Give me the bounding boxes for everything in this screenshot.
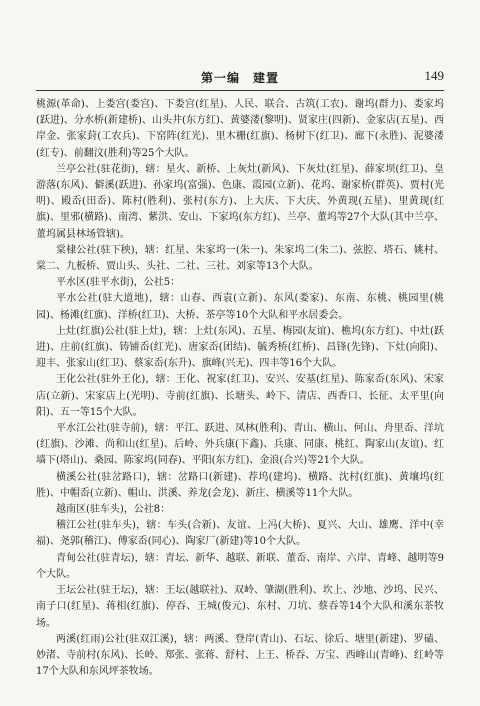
paragraph: 王坛公社(驻王坛)，辖：王坛(越联社)、双岭、肇湖(胜利)、坎上、沙地、沙坞、民兴、南子口(红星)、蒋相(红旗)、停吞、王城(俊元)、东村、刀坑、蔡吞等14个大队和溪东茶牧场。 — [36, 585, 444, 629]
paragraph: 平水江公社(驻寺前)，辖：平江、跃进、凤林(胜利)、青山、横山、何山、舟里岙、洋坑(红旗)、沙滩、尚和山(红星)、后岭、外兵康(下鑫)、兵康、同康、桃红、陶家山(友谊)、红墙下(塔山)、桑园、陈家坞(同春)、平阳(东方红)、金浪(合兴)等21个大队。 — [36, 423, 444, 467]
paragraph: 上灶(红旗)公社(驻上灶)，辖：上灶(东风)、五星、梅园(友谊)、樵坞(东方红)、中灶(跃进)、庄前(红旗)、铸铺岙(红光)、唐家岙(团结)、毓秀桥(红桥)、昌锋(先锋)、下灶(向阳)、迎丰、张家山(红卫)、蔡家岙(东升)、旗峰(兴无)、四丰等16个大队。 — [36, 325, 444, 370]
paragraph: 青甸公社(驻青坛)，辖：青坛、新华、越联、新联、董岙、南岸、六岸、青峰、越明等9个大队。 — [36, 552, 444, 580]
paragraph: 兰亭公社(驻花街)，辖：星火、新桥、上灰灶(新风)、下灰灶(红星)、薛家坝(红卫)、皇游落(东风)、僻溪(跃进)、孙家坞(富强)、色康、霞园(立新)、花坞、谢家桥(群英)、贾村(光明)、殿岙(田岙)、陈村(胜利)、张村(东方)、上大庆、下大庆、外黄现(五星)、里黄现(红旗)、里邪(横路)、南湾、紫洪、安山、下家坞(东方红)、兰亭、董坞等27个大队(其中兰亭、董坞属县林场管辖)。 — [36, 163, 444, 240]
paragraph: 横溪公社(驻岔路口)，辖：岔路口(新建)、荐坞(建坞)、横路、沈村(红旗)、黄壤坞(红胜)、中帽岙(立新)、帽山、洪溪、养龙(会龙)、新庄、横溪等11个大队。 — [36, 471, 444, 499]
paragraph: 桃源(革命)、上娄宫(娄宫)、下娄宫(红星)、人民、联合、古筑(工农)、谢坞(群力)、娄家坞(跃进)、分水桥(新建桥)、山头井(东方红)、黄婆溇(黎明)、贤家庄(四新)、金家店(五星)、西岸金、张家葑(工农兵)、下窑阵(红光)、里木栅(红旗)、杨树下(红卫)、廊下(永胜)、泥婆溇(红专)、前翻汶(胜利)等25个大队。 — [36, 99, 444, 159]
paragraph: 越南区(驻车头)，公社8： — [56, 504, 171, 516]
page-header — [36, 66, 444, 91]
paragraph: 平水区(驻平水街)，公社5： — [56, 277, 181, 289]
page-number: 149 — [424, 68, 444, 83]
paragraph: 两溪(红雨)公社(驻双江溪)，辖：两溪、登岸(青山)、石坛、徐后、塘里(新建)、罗磕、妙渚、寺前村(东风)、长岭、郑张、张蒋、舒村、上王、桥吞、万宝、西峰山(青峰)、红岭等17个大队和东风坪茶牧场。 — [36, 633, 444, 678]
paragraph: 棠棣公社(驻下秧)，辖：红星、朱家坞一(朱一)、朱家坞二(朱二)、弦腔、塔石、姚村、棠二、九板桥、贾山头、头社、二社、三社、刘家等13个大队。 — [36, 244, 444, 273]
body-text — [36, 97, 444, 680]
chapter-title: 第一编 建置 — [200, 71, 279, 85]
paragraph: 王化公社(驻外王化)，辖：王化、祝家(红卫)、安兴、安基(红星)、陈家岙(东风)、宋家店(立新)、宋家店上(光明)、寺前(红旗)、长塘头、岭下、清店、西香口、长征、太平里(向阳)、五一等15个大队。 — [36, 374, 444, 418]
paragraph: 稽江公社(驻车头)，辖：车头(合新)、友谊、上冯(大桥)、夏兴、大山、雄鹰、洋中(幸福)、尧郭(稽江)、傅家岙(同心)、陶家厂(新建)等10个大队。 — [36, 520, 444, 548]
paragraph: 平水公社(驻大道地)，辖：山春、西袁(立新)、东风(娄家)、东南、东桃、桃园里(桃园)、杨滩(红旗)、洋桥(红卫)、大桥、茶亭等10个大队和平水居委会。 — [36, 293, 444, 321]
